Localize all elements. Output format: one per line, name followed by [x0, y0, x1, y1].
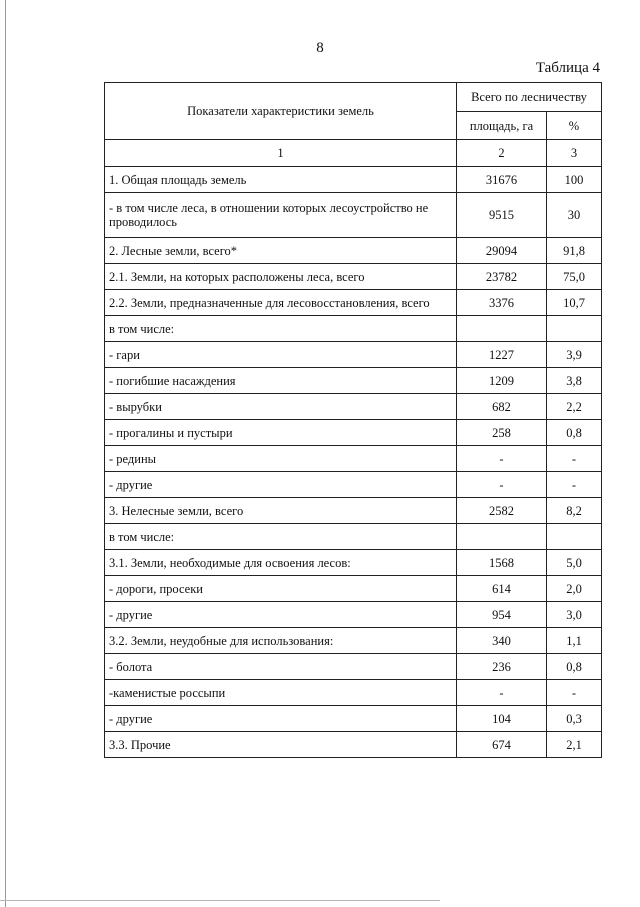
- row-label: 2.1. Земли, на которых расположены леса, всего: [105, 264, 457, 290]
- row-percent: -: [547, 472, 602, 498]
- row-label: 2. Лесные земли, всего*: [105, 238, 457, 264]
- row-percent: 91,8: [547, 238, 602, 264]
- header-area: площадь, га: [457, 112, 547, 140]
- table-caption: Таблица 4: [535, 60, 600, 76]
- table-row: [105, 550, 602, 576]
- row-percent: 1,1: [547, 628, 602, 654]
- table-row: [105, 394, 602, 420]
- row-area: 340: [457, 628, 547, 654]
- row-label: - прогалины и пустыри: [105, 420, 457, 446]
- row-percent: -: [547, 680, 602, 706]
- row-label: - болота: [105, 654, 457, 680]
- table-body: [105, 167, 602, 758]
- table-row: [105, 602, 602, 628]
- row-label: - погибшие насаждения: [105, 368, 457, 394]
- page-left-edge: [5, 0, 6, 907]
- row-area: 9515: [457, 193, 547, 238]
- row-area: 31676: [457, 167, 547, 193]
- table-row: [105, 732, 602, 758]
- page-number: 8: [316, 40, 324, 56]
- row-percent: 75,0: [547, 264, 602, 290]
- table-row: [105, 238, 602, 264]
- row-label: - редины: [105, 446, 457, 472]
- table-row: [105, 498, 602, 524]
- table-row: [105, 628, 602, 654]
- row-percent: 0,8: [547, 654, 602, 680]
- row-percent: [547, 316, 602, 342]
- header-forestry-total: Всего по лесничеству: [457, 83, 602, 112]
- row-label: - другие: [105, 602, 457, 628]
- row-percent: -: [547, 446, 602, 472]
- header-percent: %: [547, 112, 602, 140]
- row-area: 29094: [457, 238, 547, 264]
- row-label: 1. Общая площадь земель: [105, 167, 457, 193]
- row-area: -: [457, 472, 547, 498]
- table-row: [105, 420, 602, 446]
- row-percent: 2,1: [547, 732, 602, 758]
- table-row: [105, 446, 602, 472]
- row-percent: 0,3: [547, 706, 602, 732]
- row-area: 258: [457, 420, 547, 446]
- row-label: в том числе:: [105, 316, 457, 342]
- row-percent: 8,2: [547, 498, 602, 524]
- row-area: -: [457, 446, 547, 472]
- row-area: 236: [457, 654, 547, 680]
- table-row: [105, 167, 602, 193]
- row-percent: 5,0: [547, 550, 602, 576]
- column-number-3: 3: [547, 140, 602, 167]
- row-area: 3376: [457, 290, 547, 316]
- row-area: 1227: [457, 342, 547, 368]
- row-percent: 2,2: [547, 394, 602, 420]
- row-area: [457, 316, 547, 342]
- row-label: - вырубки: [105, 394, 457, 420]
- row-area: 2582: [457, 498, 547, 524]
- table-row: [105, 342, 602, 368]
- table-row: [105, 368, 602, 394]
- row-area: 674: [457, 732, 547, 758]
- row-label: 3.2. Земли, неудобные для использования:: [105, 628, 457, 654]
- row-label: - гари: [105, 342, 457, 368]
- table-row: [105, 680, 602, 706]
- row-percent: 3,8: [547, 368, 602, 394]
- row-area: 614: [457, 576, 547, 602]
- row-area: [457, 524, 547, 550]
- row-area: -: [457, 680, 547, 706]
- row-label: - в том числе леса, в отношении которых лесоустройство не проводилось: [105, 193, 457, 238]
- row-label: 2.2. Земли, предназначенные для лесовосстановления, всего: [105, 290, 457, 316]
- column-number-2: 2: [457, 140, 547, 167]
- table-row: [105, 706, 602, 732]
- table-row: [105, 472, 602, 498]
- row-area: 104: [457, 706, 547, 732]
- table-row: [105, 193, 602, 238]
- row-area: 954: [457, 602, 547, 628]
- row-percent: 30: [547, 193, 602, 238]
- table-row: [105, 576, 602, 602]
- row-label: 3.3. Прочие: [105, 732, 457, 758]
- table-row: [105, 290, 602, 316]
- row-percent: 0,8: [547, 420, 602, 446]
- row-area: 1209: [457, 368, 547, 394]
- table-row: [105, 654, 602, 680]
- page-bottom-edge: [0, 900, 440, 901]
- row-area: 682: [457, 394, 547, 420]
- column-number-1: 1: [105, 140, 457, 167]
- header-indicator: Показатели характеристики земель: [105, 83, 457, 140]
- row-label: - другие: [105, 472, 457, 498]
- row-label: - дороги, просеки: [105, 576, 457, 602]
- land-characteristics-table: [104, 82, 602, 758]
- row-area: 23782: [457, 264, 547, 290]
- row-label: -каменистые россыпи: [105, 680, 457, 706]
- row-percent: 3,9: [547, 342, 602, 368]
- table-row: [105, 316, 602, 342]
- row-percent: 2,0: [547, 576, 602, 602]
- row-percent: 100: [547, 167, 602, 193]
- row-label: - другие: [105, 706, 457, 732]
- table-row: [105, 524, 602, 550]
- row-label: 3.1. Земли, необходимые для освоения лесов:: [105, 550, 457, 576]
- row-percent: 3,0: [547, 602, 602, 628]
- row-label: в том числе:: [105, 524, 457, 550]
- row-area: 1568: [457, 550, 547, 576]
- table-row: [105, 264, 602, 290]
- row-percent: [547, 524, 602, 550]
- row-percent: 10,7: [547, 290, 602, 316]
- row-label: 3. Нелесные земли, всего: [105, 498, 457, 524]
